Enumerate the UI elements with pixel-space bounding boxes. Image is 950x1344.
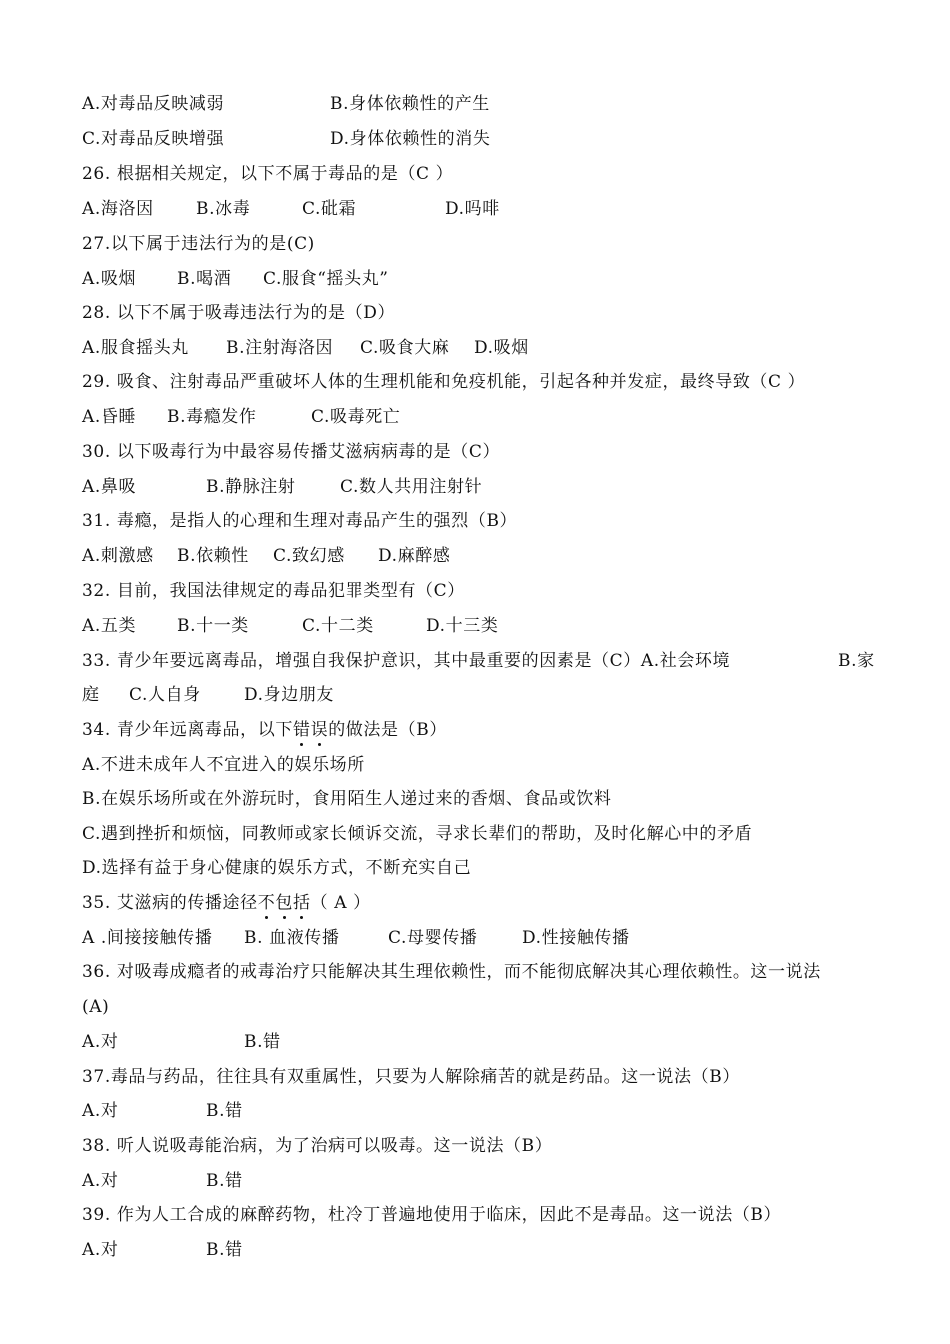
text-segment: D.麻醉感 — [378, 546, 451, 566]
text-segment: C.服食“摇头丸” — [263, 269, 389, 289]
text-segment: C.母婴传播 — [388, 928, 478, 948]
text-line — [82, 233, 315, 255]
text-segment: 31. 毒瘾，是指人的心理和生理对毒品产生的强烈（B） — [82, 511, 518, 531]
text-segment: A.对 — [82, 1032, 119, 1052]
text-segment: B. 血液传播 — [244, 928, 340, 948]
text-segment: 26. 根据相关规定，以下不属于毒品的是（C ） — [82, 164, 454, 184]
text-line — [82, 754, 365, 776]
text-line — [82, 719, 447, 741]
text-line — [82, 441, 500, 463]
text-line — [82, 128, 491, 150]
text-segment: B.毒瘾发作 — [167, 407, 257, 427]
text-segment: 庭 — [82, 685, 100, 705]
text-segment: B.冰毒 — [196, 199, 251, 219]
text-line — [82, 961, 821, 983]
text-segment: A.五类 — [82, 616, 137, 636]
text-line — [82, 615, 499, 637]
text-segment: 33. 青少年要远离毒品，增强自我保护意识，其中最重要的因素是（C）A.社会环境 — [82, 651, 731, 671]
text-segment: A.服食摇头丸 — [82, 338, 189, 358]
text-line — [82, 198, 500, 220]
text-line — [82, 268, 389, 290]
text-segment: B.注射海洛因 — [226, 338, 334, 358]
text-line — [82, 1100, 243, 1122]
text-segment: A.对 — [82, 1101, 119, 1121]
text-segment: A.不进未成年人不宜进入的娱乐场所 — [82, 755, 365, 775]
text-segment: 28. 以下不属于吸毒违法行为的是（D） — [82, 303, 396, 323]
text-segment: 29. 吸食、注射毒品严重破坏人体的生理机能和免疫机能，引起各种并发症，最终导致（C ） — [82, 372, 806, 392]
text-segment: 34. 青少年远离毒品，以下错误的做法是（B） — [82, 720, 447, 740]
text-segment: A.对毒品反映减弱 — [82, 94, 225, 114]
text-line — [82, 823, 752, 845]
text-segment: C.对毒品反映增强 — [82, 129, 225, 149]
text-segment: C.人自身 — [129, 685, 201, 705]
text-line — [82, 892, 371, 914]
text-segment: B.十一类 — [177, 616, 249, 636]
text-line — [82, 996, 109, 1018]
text-line — [82, 545, 451, 567]
text-segment: C.致幻感 — [273, 546, 345, 566]
text-segment: 27.以下属于违法行为的是(C) — [82, 234, 315, 254]
text-segment: B.家 — [838, 651, 875, 671]
text-segment: C.吸毒死亡 — [311, 407, 401, 427]
text-segment: 36. 对吸毒成瘾者的戒毒治疗只能解决其生理依赖性，而不能彻底解决其心理依赖性。这一说法 — [82, 962, 821, 982]
text-segment: A.吸烟 — [82, 269, 137, 289]
text-segment: A .间接接触传播 — [82, 928, 213, 948]
text-segment: D.吗啡 — [445, 199, 500, 219]
text-segment: B.静脉注射 — [206, 477, 296, 497]
text-segment: D.性接触传播 — [522, 928, 630, 948]
text-line — [82, 302, 395, 324]
text-segment: B.错 — [206, 1240, 243, 1260]
text-line — [82, 857, 471, 879]
text-segment: A.海洛因 — [82, 199, 154, 219]
text-line — [82, 1170, 243, 1192]
text-segment: D.身边朋友 — [244, 685, 335, 705]
text-segment: D.选择有益于身心健康的娱乐方式，不断充实自己 — [82, 858, 472, 878]
text-line — [82, 337, 529, 359]
text-segment: 38. 听人说吸毒能治病，为了治病可以吸毒。这一说法（B） — [82, 1136, 553, 1156]
text-segment: A.鼻吸 — [82, 477, 137, 497]
text-line — [82, 1204, 781, 1226]
text-segment: C.吸食大麻 — [360, 338, 450, 358]
text-segment: B.身体依赖性的产生 — [330, 94, 490, 114]
text-segment: A.刺激感 — [82, 546, 154, 566]
text-segment: B.喝酒 — [177, 269, 232, 289]
text-segment: (A) — [82, 997, 110, 1017]
text-line — [82, 510, 517, 532]
text-segment: A.对 — [82, 1171, 119, 1191]
text-line — [82, 1239, 243, 1261]
text-segment: B.错 — [244, 1032, 281, 1052]
text-line — [82, 684, 335, 706]
text-segment: A.昏睡 — [82, 407, 137, 427]
text-line — [82, 163, 453, 185]
text-line — [82, 788, 612, 810]
text-segment: C.遇到挫折和烦恼，同教师或家长倾诉交流，寻求长辈们的帮助，及时化解心中的矛盾 — [82, 824, 753, 844]
text-segment: C.砒霜 — [302, 199, 357, 219]
text-segment: B.依赖性 — [177, 546, 249, 566]
text-segment: C.数人共用注射针 — [340, 477, 483, 497]
text-line — [82, 1135, 552, 1157]
text-line — [82, 93, 490, 115]
text-segment: 35. 艾滋病的传播途径不包括（ A ） — [82, 893, 371, 913]
text-segment: B.错 — [206, 1171, 243, 1191]
text-segment: D.吸烟 — [474, 338, 529, 358]
text-line — [82, 1031, 281, 1053]
text-segment: D.十三类 — [426, 616, 499, 636]
text-segment: C.十二类 — [302, 616, 374, 636]
text-line — [82, 580, 465, 602]
text-segment: B.在娱乐场所或在外游玩时，食用陌生人递过来的香烟、食品或饮料 — [82, 789, 612, 809]
text-segment: A.对 — [82, 1240, 119, 1260]
text-line — [82, 1066, 740, 1088]
text-line — [82, 650, 875, 672]
text-line — [82, 406, 401, 428]
text-segment: B.错 — [206, 1101, 243, 1121]
text-line — [82, 371, 805, 393]
text-segment: 32. 目前，我国法律规定的毒品犯罪类型有（C） — [82, 581, 465, 601]
text-segment: 37.毒品与药品，往往具有双重属性，只要为人解除痛苦的就是药品。这一说法（B） — [82, 1067, 740, 1087]
text-segment: 39. 作为人工合成的麻醉药物，杜冷丁普遍地使用于临床，因此不是毒品。这一说法（B） — [82, 1205, 782, 1225]
text-segment: D.身体依赖性的消失 — [330, 129, 491, 149]
text-segment: 30. 以下吸毒行为中最容易传播艾滋病病毒的是（C） — [82, 442, 501, 462]
text-line — [82, 476, 483, 498]
text-line — [82, 927, 630, 949]
